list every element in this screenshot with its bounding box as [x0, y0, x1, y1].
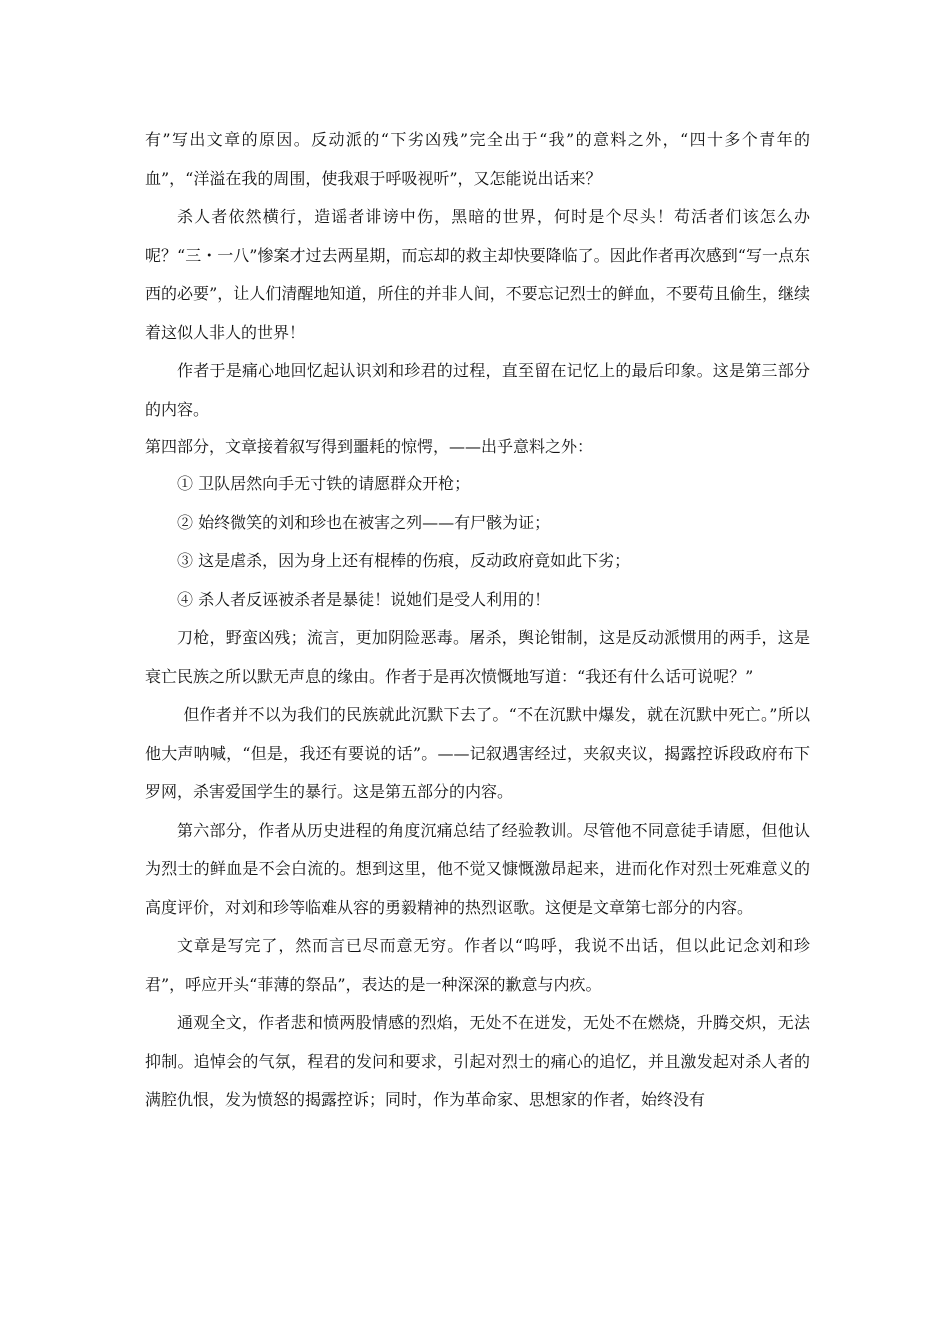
- paragraph-1: 有”写出文章的原因。反动派的“下劣凶残”完全出于“我”的意料之外，“四十多个青年的血”，“洋溢在我的周围，使我艰于呼吸视听”，又怎能说出话来？: [145, 130, 810, 188]
- list-item-1: ① 卫队居然向手无寸铁的请愿群众开枪；: [177, 474, 471, 493]
- paragraph-8: 文章是写完了，然而言已尽而意无穷。作者以“呜呼，我说不出话，但以此记念刘和珍君”，呼应开头“菲薄的祭品”，表达的是一种深深的歉意与内疚。: [145, 936, 810, 994]
- list-item-3: ③ 这是虐杀，因为身上还有棍棒的伤痕，反动政府竟如此下劣；: [177, 551, 631, 570]
- paragraph-2: 杀人者依然横行，造谣者诽谤中伤，黑暗的世界，何时是个尽头！苟活者们该怎么办呢？“三・一八”惨案才过去两星期，而忘却的救主却快要降临了。因此作者再次感到“写一点东西的必要”，让人们清醒地知道，所住的并非人间，不要忘记烈士的鲜血，不要苟且偷生，继续着这似人非人的世界！: [145, 207, 810, 342]
- paragraph-5: 刀枪，野蛮凶残；流言，更加阴险恶毒。屠杀，舆论钳制，这是反动派惯用的两手，这是衰亡民族之所以默无声息的缘由。作者于是再次愤慨地写道：“我还有什么话可说呢？”: [145, 628, 810, 686]
- paragraph-6: 但作者并不以为我们的民族就此沉默下去了。“不在沉默中爆发，就在沉默中死亡。”所以他大声呐喊，“但是，我还有要说的话”。——记叙遇害经过，夹叙夹议，揭露控诉段政府布下罗网，杀害爱国学生的暴行。这是第五部分的内容。: [145, 705, 810, 801]
- paragraph-9: 通观全文，作者悲和愤两股情感的烈焰，无处不在迸发，无处不在燃烧，升腾交炽，无法抑制。追悼会的气氛，程君的发问和要求，引起对烈士的痛心的追忆，并且激发起对杀人者的满腔仇恨，发为愤怒的揭露控诉；同时，作为革命家、思想家的作者，始终没有: [145, 1013, 810, 1109]
- paragraph-3: 作者于是痛心地回忆起认识刘和珍君的过程，直至留在记忆上的最后印象。这是第三部分的内容。: [145, 361, 810, 419]
- list-item-4: ④ 杀人者反诬被杀者是暴徒！说她们是受人利用的！: [177, 589, 551, 609]
- paragraph-4: 第四部分，文章接着叙写得到噩耗的惊愕，——出乎意料之外：: [145, 437, 594, 456]
- document-body: [145, 121, 810, 1120]
- list-item-2: ② 始终微笑的刘和珍也在被害之列——有尸骸为证；: [177, 512, 551, 532]
- paragraph-7: 第六部分，作者从历史进程的角度沉痛总结了经验教训。尽管他不同意徒手请愿，但他认为烈士的鲜血是不会白流的。想到这里，他不觉又慷慨激昂起来，进而化作对烈士死难意义的高度评价，对刘和珍等临难从容的勇毅精神的热烈讴歌。这便是文章第七部分的内容。: [145, 820, 810, 917]
